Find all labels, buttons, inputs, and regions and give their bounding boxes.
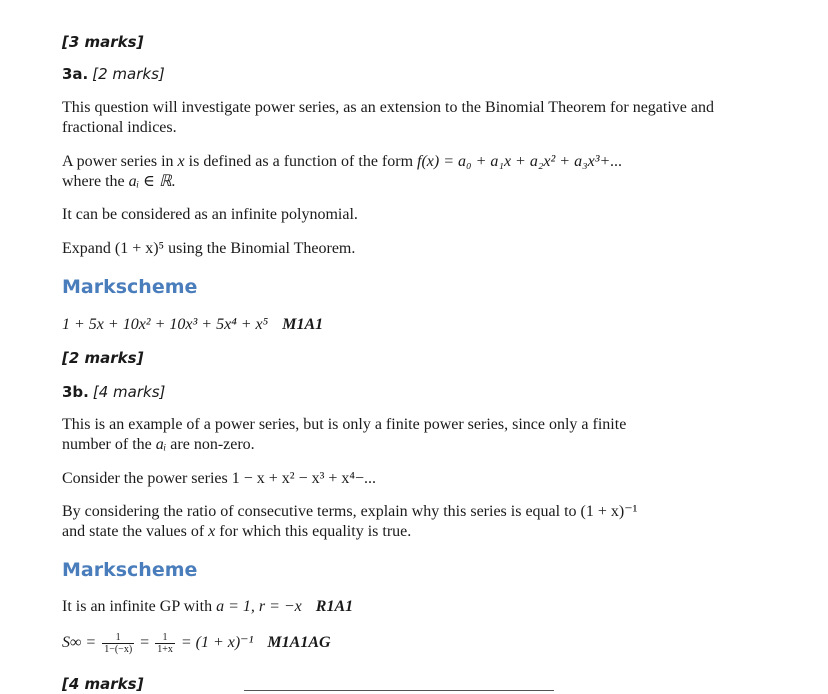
markscheme-heading-b: Markscheme — [62, 559, 198, 581]
answer-expansion: 1 + 5x + 10x² + 10x³ + 5x⁴ + x⁵ — [62, 316, 269, 333]
gp-award: R1A1 — [315, 598, 354, 615]
equals-sign: = — [140, 634, 150, 651]
markscheme-heading-a: Markscheme — [62, 276, 198, 298]
part-a-polynomial: It can be considered as an infinite polynomial. — [62, 206, 358, 223]
part-a-answer — [62, 315, 742, 335]
ratio-line-1: By considering the ratio of consecutive terms, explain why this series is equal to (1 + x)⁻¹ — [62, 503, 638, 520]
fraction-1-numerator: 1 — [102, 632, 134, 644]
def-x: x — [177, 153, 185, 170]
intro-line-1: This is an example of a power series, but is only a finite power series, since only a finite — [62, 416, 627, 433]
part-b-ratio — [62, 502, 742, 542]
gp-text: It is an infinite GP with — [62, 598, 217, 615]
intro-ai: aᵢ — [155, 436, 167, 453]
part-a-header — [62, 64, 742, 85]
fraction-1-denominator: 1−(−x) — [104, 643, 133, 655]
fraction-2-numerator: 1 — [155, 632, 175, 644]
part-a-expand: Expand (1 + x)⁵ using the Binomial Theorem. — [62, 240, 356, 257]
part-b-sum — [62, 630, 742, 656]
part-b-consider: Consider the power series 1 − x + x² − x³ + x⁴−... — [62, 470, 377, 487]
def-formula: f(x) = a₀ + a₁x + a₂x² + a₃x³+... — [417, 153, 623, 170]
def-prefix: A power series in — [62, 153, 178, 170]
part-a-intro: This question will investigate power series, as an extension to the Binomial Theorem for negative and fractional indices. — [62, 99, 714, 136]
separator-line — [244, 690, 554, 691]
part-b-marks-end: [4 marks] — [62, 675, 144, 693]
part-b-marks: [4 marks] — [92, 383, 166, 401]
fraction-1 — [102, 632, 134, 655]
ratio-line-2b: for which this equality is true. — [215, 523, 412, 540]
marks-total: [3 marks] — [62, 33, 144, 51]
sum-award: M1A1AG — [267, 634, 331, 651]
gp-values: a = 1, r = −x — [216, 598, 302, 615]
intro-line-2a: number of the — [62, 436, 156, 453]
ratio-x: x — [208, 523, 216, 540]
fraction-2-denominator: 1+x — [157, 643, 173, 655]
part-a-definition — [62, 152, 742, 192]
def-ai: aᵢ ∈ ℝ. — [128, 173, 176, 190]
ratio-line-2a: and state the values of — [62, 523, 209, 540]
part-a-marks: [2 marks] — [92, 65, 165, 83]
def-where: where the — [62, 173, 129, 190]
part-b-label: 3b. — [62, 383, 89, 401]
part-b-intro — [62, 415, 742, 455]
answer-award: M1A1 — [282, 316, 324, 333]
part-b-gp — [62, 597, 742, 617]
def-middle: is defined as a function of the form — [184, 153, 418, 170]
intro-line-2b: are non-zero. — [166, 436, 255, 453]
part-b-header — [62, 382, 742, 403]
fraction-2 — [155, 632, 175, 655]
part-a-marks-end: [2 marks] — [62, 349, 144, 367]
sum-result: = (1 + x)⁻¹ — [180, 634, 254, 651]
s-infinity: S∞ = — [62, 634, 97, 651]
part-a-label: 3a. — [62, 65, 89, 83]
